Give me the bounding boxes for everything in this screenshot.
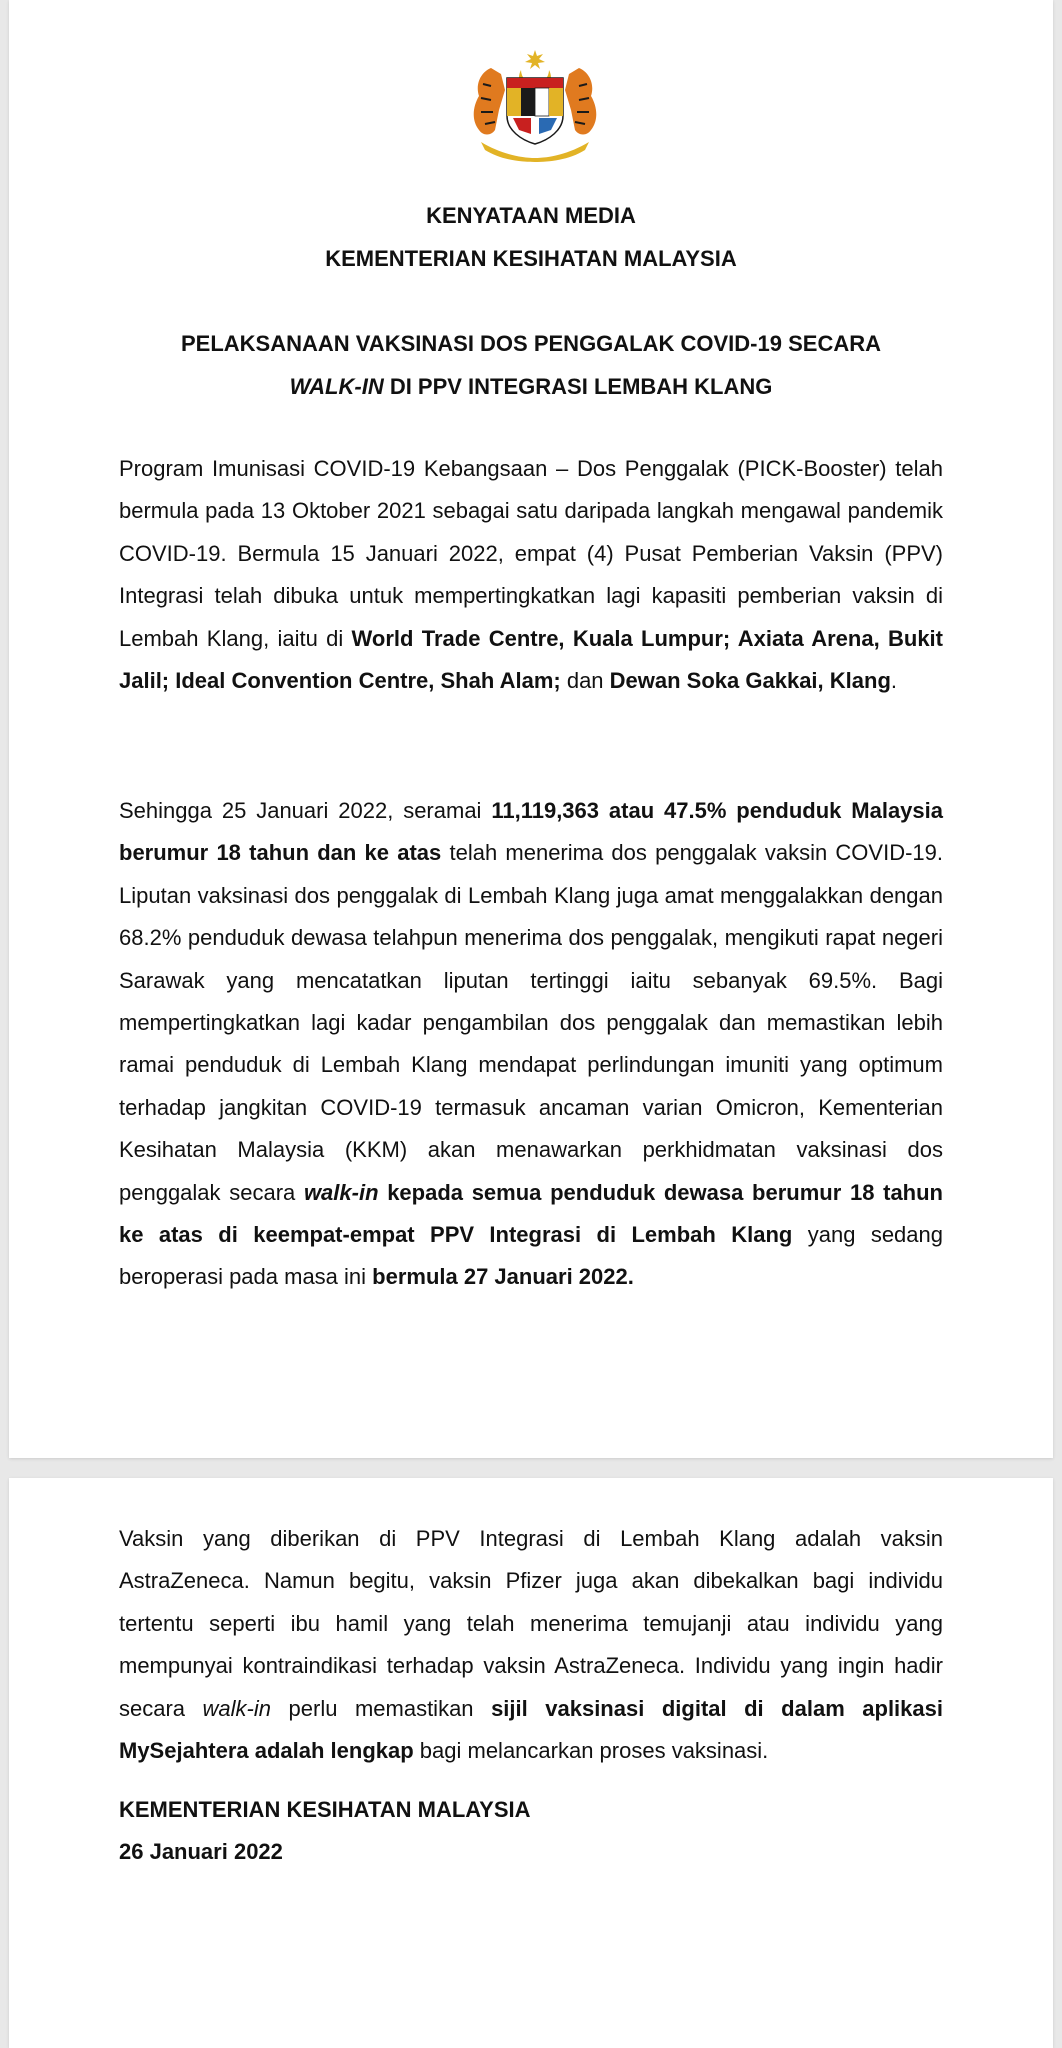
signoff-block	[119, 1789, 531, 1874]
p2-text-1: Sehingga 25 Januari 2022, seramai	[119, 798, 492, 823]
p2-offer-bold: kepada semua penduduk dewasa berumur 18 tahun ke atas di keempat-empat PPV Integrasi di Lembah Klang	[119, 1179, 943, 1248]
p2-walk-in-italic: walk-in	[303, 1179, 379, 1205]
p3-text-1: Vaksin yang diberikan di PPV Integrasi di Lembah Klang adalah vaksin AstraZeneca. Namun begitu, vaksin Pfizer juga akan dibekalkan bagi individu tertentu seperti ibu hamil yang telah menerima temujanji atau individu yang mempunyai kontraindikasi terhadap vaksin AstraZeneca. Individu yang ingin hadir secara	[119, 1526, 943, 1721]
paragraph-1	[119, 448, 943, 702]
statement-title	[9, 322, 1053, 408]
title-line-1: PELAKSANAAN VAKSINASI DOS PENGGALAK COVID-19 SECARA	[180, 331, 881, 356]
header-line-2: KEMENTERIAN KESIHATAN MALAYSIA	[325, 246, 737, 271]
p1-text-1: Program Imunisasi COVID-19 Kebangsaan – Dos Penggalak (PICK-Booster) telah bermula pada 13 Oktober 2021 sebagai satu daripada langkah mengawal pandemik COVID-19. Bermula 15 Januari 2022, empat (4) Pusat Pemberian Vaksin (PPV) Integrasi telah dibuka untuk mempertingkatkan lagi kapasiti pemberian vaksin di Lembah Klang, iaitu di	[119, 456, 943, 651]
p2-statistic-bold: 11,119,363 atau 47.5% penduduk Malaysia berumur 18 tahun dan ke atas	[119, 798, 943, 866]
header-line-1: KENYATAAN MEDIA	[426, 203, 636, 228]
p1-locations-bold: World Trade Centre, Kuala Lumpur; Axiata Arena, Bukit Jalil; Ideal Convention Centre, Shah Alam;	[119, 625, 943, 694]
paragraph-3	[119, 1518, 943, 1772]
document-page-1	[9, 0, 1053, 1458]
signoff-date: 26 Januari 2022	[119, 1839, 283, 1865]
document-page-2	[9, 1478, 1053, 2048]
p2-text-3: yang sedang beroperasi pada masa ini	[119, 1222, 943, 1290]
title-line-2	[9, 365, 1053, 408]
paragraph-2	[119, 790, 943, 1299]
p3-text-2: perlu memastikan	[271, 1695, 492, 1721]
title-line-2-rest: DI PPV INTEGRASI LEMBAH KLANG	[383, 374, 773, 399]
p1-location-klang: Dewan Soka Gakkai, Klang	[609, 668, 891, 694]
p3-certificate-bold: sijil vaksinasi digital di dalam aplikasi MySejahtera adalah lengkap	[119, 1695, 943, 1764]
p3-text-3: bagi melancarkan proses vaksinasi.	[413, 1738, 769, 1764]
p3-walk-in-italic: walk-in	[202, 1695, 272, 1721]
media-statement-header	[9, 194, 1053, 280]
signoff-ministry: KEMENTERIAN KESIHATAN MALAYSIA	[119, 1797, 531, 1822]
p1-text-3: .	[890, 668, 898, 694]
p2-text-2: telah menerima dos penggalak vaksin COVID-19. Liputan vaksinasi dos penggalak di Lembah Klang juga amat menggalakkan dengan 68.2% penduduk dewasa telahpun menerima dos penggalak, mengikuti rapat negeri Sarawak yang mencatatkan liputan tertinggi iaitu sebanyak 69.5%. Bagi mempertingkatkan lagi kadar pengambilan dos penggalak dan memastikan lebih ramai penduduk di Lembah Klang mendapat perlindungan imuniti yang optimum terhadap jangkitan COVID-19 termasuk ancaman varian Omicron, Kementerian Kesihatan Malaysia (KKM) akan menawarkan perkhidmatan vaksinasi dos penggalak secara	[119, 840, 943, 1205]
title-walk-in: WALK-IN	[289, 374, 384, 399]
p2-start-date-bold: bermula 27 Januari 2022.	[372, 1264, 634, 1290]
p1-text-2: dan	[560, 668, 610, 694]
malaysia-coat-of-arms-icon	[461, 50, 609, 162]
